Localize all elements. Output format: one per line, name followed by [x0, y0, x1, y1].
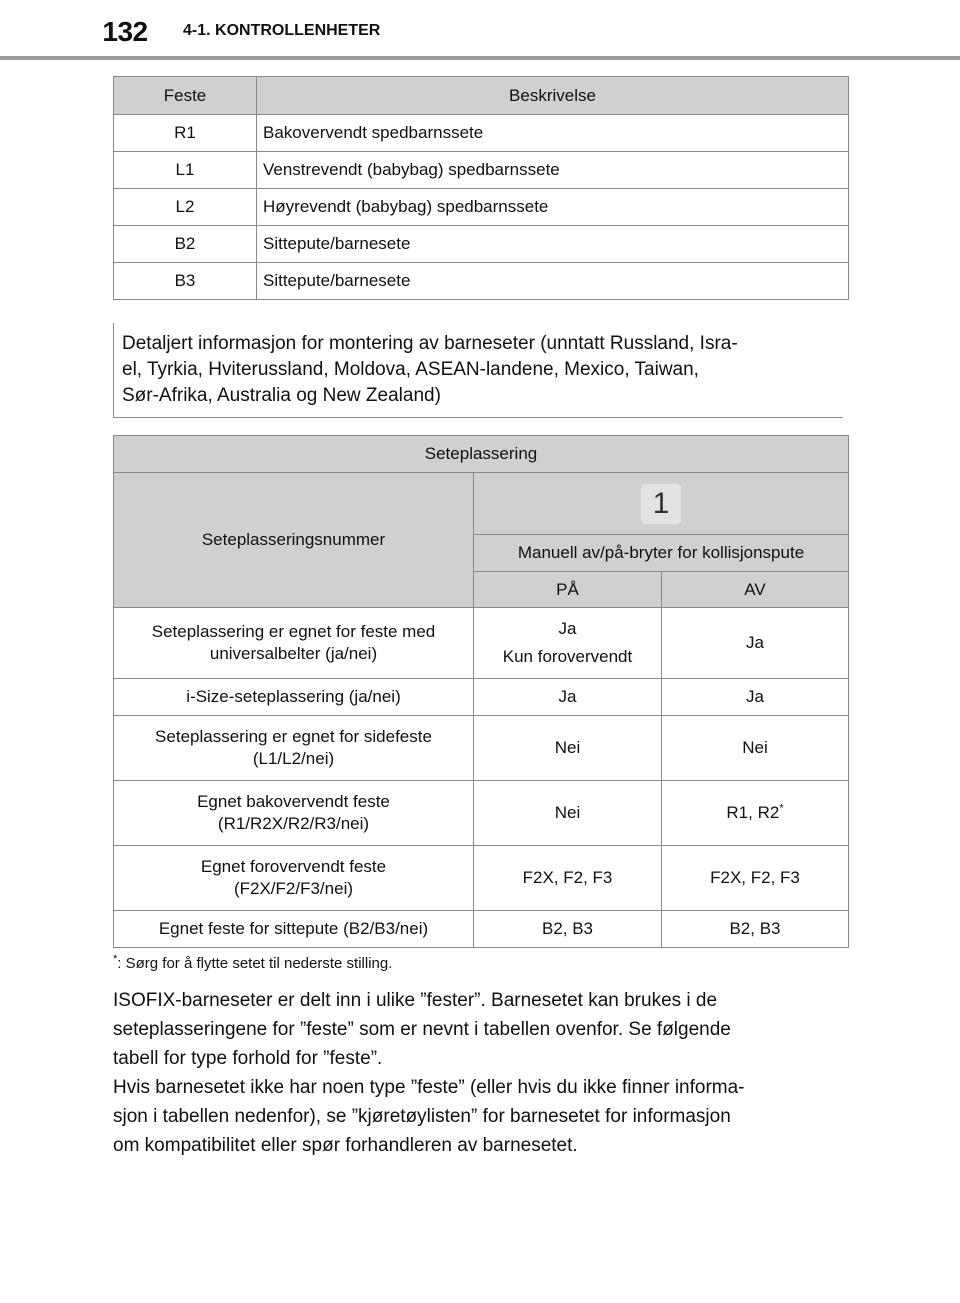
- fixture-id: B2: [114, 226, 257, 263]
- table-header-row: [114, 77, 849, 115]
- row-label-line: Egnet bakovervendt feste: [197, 792, 390, 811]
- section-title: 4-1. KONTROLLENHETER: [183, 22, 381, 39]
- column-header-fixture: Feste: [114, 77, 257, 115]
- row-label: [114, 846, 474, 911]
- fixture-id: L2: [114, 189, 257, 226]
- row-label-line: (L1/L2/nei): [252, 749, 335, 768]
- table-row: [114, 115, 849, 152]
- on-value: B2, B3: [474, 911, 662, 948]
- on-value: [474, 608, 662, 679]
- row-label-line: Seteplassering er egnet for feste med: [151, 622, 436, 641]
- off-value: B2, B3: [662, 911, 849, 948]
- info-line: Detaljert informasjon for montering av barneseter (unntatt Russland, Isra-: [122, 333, 738, 354]
- table-row: [114, 911, 849, 948]
- header-divider: [0, 56, 960, 60]
- fixture-description: Sittepute/barnesete: [257, 226, 849, 263]
- seat-number-label: Seteplasseringsnummer: [114, 473, 474, 608]
- seat-table-title: Seteplassering: [114, 436, 849, 473]
- off-value: [662, 781, 849, 846]
- row-label-line: universalbelter (ja/nei): [209, 644, 378, 663]
- page-number: 132: [102, 16, 148, 47]
- page-header: [0, 0, 960, 62]
- info-box: [113, 323, 843, 418]
- on-value-line: Ja: [558, 619, 577, 638]
- table-row: [114, 608, 849, 679]
- row-label: i-Size-seteplassering (ja/nei): [114, 679, 474, 716]
- fixture-description: Bakovervendt spedbarnssete: [257, 115, 849, 152]
- info-line: Sør-Afrika, Australia og New Zealand): [122, 385, 441, 406]
- body-line: seteplasseringene for ”feste” som er nevnt i tabellen ovenfor. Se følgende: [113, 1019, 731, 1040]
- body-line: ISOFIX-barneseter er delt inn i ulike ”fester”. Barnesetet kan brukes i de: [113, 990, 718, 1011]
- row-label-line: Egnet forovervendt feste: [200, 857, 387, 876]
- footnote: [113, 955, 392, 972]
- fixture-id: R1: [114, 115, 257, 152]
- fixture-table: [113, 76, 849, 300]
- row-label: Egnet feste for sittepute (B2/B3/nei): [114, 911, 474, 948]
- body-line: Hvis barnesetet ikke har noen type ”feste” (eller hvis du ikke finner informa-: [113, 1077, 745, 1098]
- on-value: Nei: [474, 716, 662, 781]
- seat-table: [113, 435, 849, 948]
- table-row: [114, 846, 849, 911]
- table-row: [114, 781, 849, 846]
- fixture-id: L1: [114, 152, 257, 189]
- on-value: Ja: [474, 679, 662, 716]
- on-value: F2X, F2, F3: [474, 846, 662, 911]
- row-label: [114, 716, 474, 781]
- fixture-id: B3: [114, 263, 257, 300]
- table-row: [114, 152, 849, 189]
- body-line: sjon i tabellen nedenfor), se ”kjøretøylisten” for barnesetet for informasjon: [113, 1106, 731, 1127]
- on-value-line: Kun forovervendt: [502, 647, 633, 666]
- table-row: [114, 716, 849, 781]
- row-label: [114, 781, 474, 846]
- body-line: om kompatibilitet eller spør forhandleren av barnesetet.: [113, 1135, 578, 1156]
- body-text: [113, 986, 853, 1160]
- off-value: F2X, F2, F3: [662, 846, 849, 911]
- airbag-switch-label: Manuell av/på-bryter for kollisjonspute: [474, 535, 849, 572]
- seat-number-row: [114, 473, 849, 535]
- seat-number-cell: [474, 473, 849, 535]
- footnote-text: : Sørg for å flytte setet til nederste stilling.: [117, 955, 393, 972]
- seat-table-title-row: [114, 436, 849, 473]
- footnote-marker: *: [113, 953, 118, 965]
- table-row: [114, 679, 849, 716]
- fixture-description: Høyrevendt (babybag) spedbarnssete: [257, 189, 849, 226]
- body-line: tabell for type forhold for ”feste”.: [113, 1048, 383, 1069]
- seat-number-badge: 1: [641, 484, 681, 524]
- on-value: Nei: [474, 781, 662, 846]
- table-row: [114, 263, 849, 300]
- off-value-text: R1, R2: [726, 803, 780, 822]
- fixture-description: Sittepute/barnesete: [257, 263, 849, 300]
- row-label-line: (R1/R2X/R2/R3/nei): [217, 814, 370, 833]
- info-line: el, Tyrkia, Hviterussland, Moldova, ASEAN-landene, Mexico, Taiwan,: [122, 359, 699, 380]
- row-label-line: (F2X/F2/F3/nei): [233, 879, 354, 898]
- footnote-marker: *: [779, 802, 784, 815]
- table-row: [114, 189, 849, 226]
- column-header-description: Beskrivelse: [257, 77, 849, 115]
- fixture-description: Venstrevendt (babybag) spedbarnssete: [257, 152, 849, 189]
- switch-off-label: AV: [662, 572, 849, 608]
- row-label-line: Seteplassering er egnet for sidefeste: [155, 727, 432, 746]
- off-value: Ja: [662, 608, 849, 679]
- switch-on-label: PÅ: [474, 572, 662, 608]
- off-value: Ja: [662, 679, 849, 716]
- row-label: [114, 608, 474, 679]
- off-value: Nei: [662, 716, 849, 781]
- table-row: [114, 226, 849, 263]
